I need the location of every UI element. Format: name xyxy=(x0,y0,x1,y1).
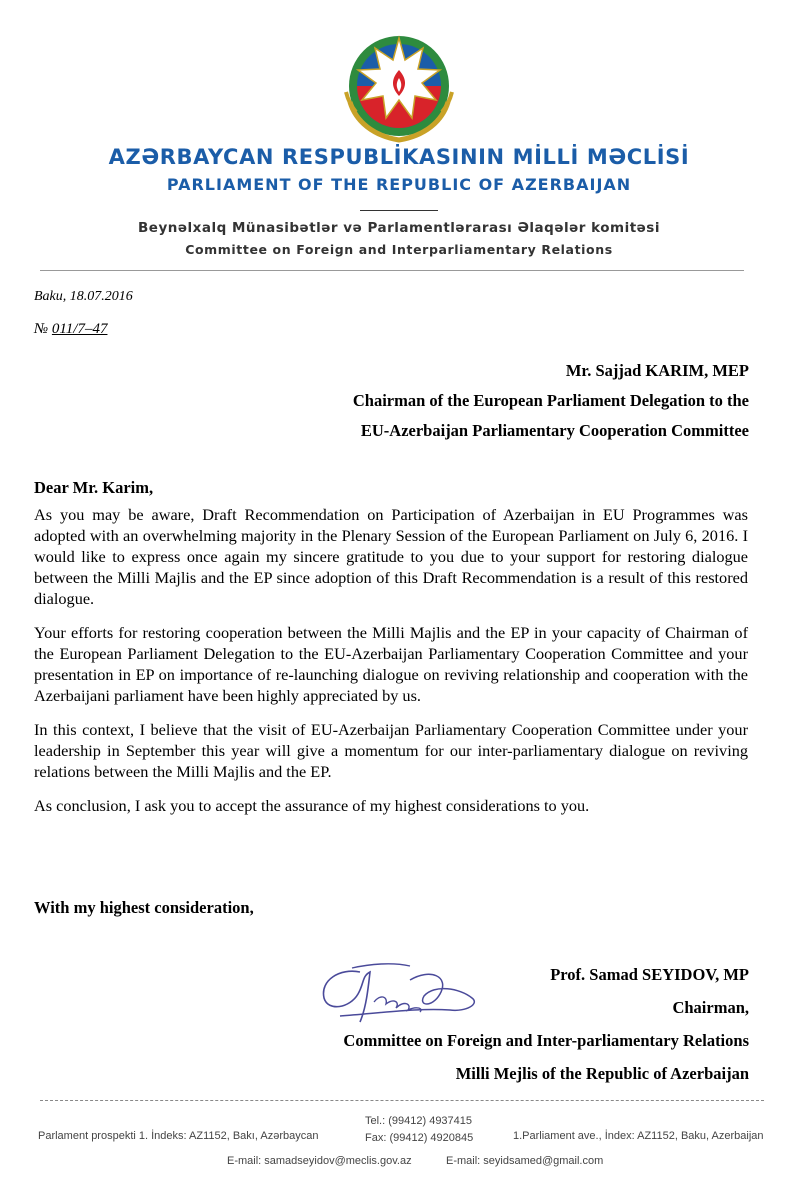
recipient-title: Chairman of the European Parliament Delegation to the xyxy=(352,391,749,410)
footer-fax: Fax: (99412) 4920845 xyxy=(365,1132,474,1144)
paragraph-4: As conclusion, I ask you to accept the assurance of my highest considerations to you. xyxy=(34,796,590,815)
reference-number xyxy=(34,321,107,338)
signer-block xyxy=(343,958,749,1090)
committee-name-az: Beynəlxalq Münasibətlər və Parlamentlərarası Əlaqələr komitəsi xyxy=(138,220,660,236)
state-emblem xyxy=(336,30,462,146)
letter-date: Baku, 18.07.2016 xyxy=(34,289,133,304)
signer-title: Chairman, xyxy=(672,998,749,1017)
closing-line: With my highest consideration, xyxy=(34,898,254,917)
letter-body xyxy=(34,504,748,829)
footer-divider xyxy=(40,1100,764,1101)
recipient-block xyxy=(353,356,749,446)
letterhead-divider xyxy=(40,270,744,271)
paragraph-1: As you may be aware, Draft Recommendation on Participation of Azerbaijan in EU Programmes was adopted with an overwhelming majority in the Plenary Session of the European Parliament on July 6, 2016. I would like to express once again my sincere gratitude to you due to your support for restoring dialogue between the Milli Majlis and the EP since adoption of this Draft Recommendation is a result of this restored dialogue. xyxy=(34,505,748,608)
parliament-title-az: AZƏRBAYCAN RESPUBLİKASININ MİLLİ MƏCLİSİ xyxy=(108,145,690,169)
signer-name: Prof. Samad SEYIDOV, MP xyxy=(550,965,749,984)
footer-phone-fax xyxy=(365,1113,473,1147)
reference-prefix: № xyxy=(34,321,52,337)
reference-value: 011/7–47 xyxy=(51,321,108,337)
signer-committee: Committee on Foreign and Inter-parliamentary Relations xyxy=(343,1031,749,1050)
footer-email-official: E-mail: samadseyidov@meclis.gov.az xyxy=(227,1155,412,1167)
footer-address-az: Parlament prospekti 1. İndeks: AZ1152, Bakı, Azərbaycan xyxy=(38,1130,319,1142)
recipient-name: Mr. Sajjad KARIM, MEP xyxy=(565,361,749,380)
footer-email-personal: E-mail: seyidsamed@gmail.com xyxy=(446,1155,604,1167)
recipient-committee: EU-Azerbaijan Parliamentary Cooperation Committee xyxy=(360,421,749,440)
header-divider xyxy=(360,210,438,211)
signer-organization: Milli Mejlis of the Republic of Azerbaijan xyxy=(455,1064,749,1083)
footer-tel: Tel.: (99412) 4937415 xyxy=(365,1115,473,1127)
paragraph-3: In this context, I believe that the visit of EU-Azerbaijan Parliamentary Cooperation Committee under your leadership in September this year will give a momentum for our inter-parliamentary dialogue on reviving relations between the Milli Majlis and the EP. xyxy=(34,720,748,781)
paragraph-2: Your efforts for restoring cooperation between the Milli Majlis and the EP in your capacity of Chairman of the European Parliament Delegation to the EU-Azerbaijan Parliamentary Cooperation Committee and your presentation in EP on importance of re-launching dialogue on reviving relationship and cooperation with the Azerbaijani parliament have been highly appreciated by us. xyxy=(34,623,748,705)
footer-address-en: 1.Parliament ave., İndex: AZ1152, Baku, Azerbaijan xyxy=(513,1130,764,1142)
committee-name-en: Committee on Foreign and Interparliamentary Relations xyxy=(185,242,613,257)
greeting: Dear Mr. Karim, xyxy=(34,478,154,497)
parliament-title-en: PARLIAMENT OF THE REPUBLIC OF AZERBAIJAN xyxy=(166,175,632,194)
